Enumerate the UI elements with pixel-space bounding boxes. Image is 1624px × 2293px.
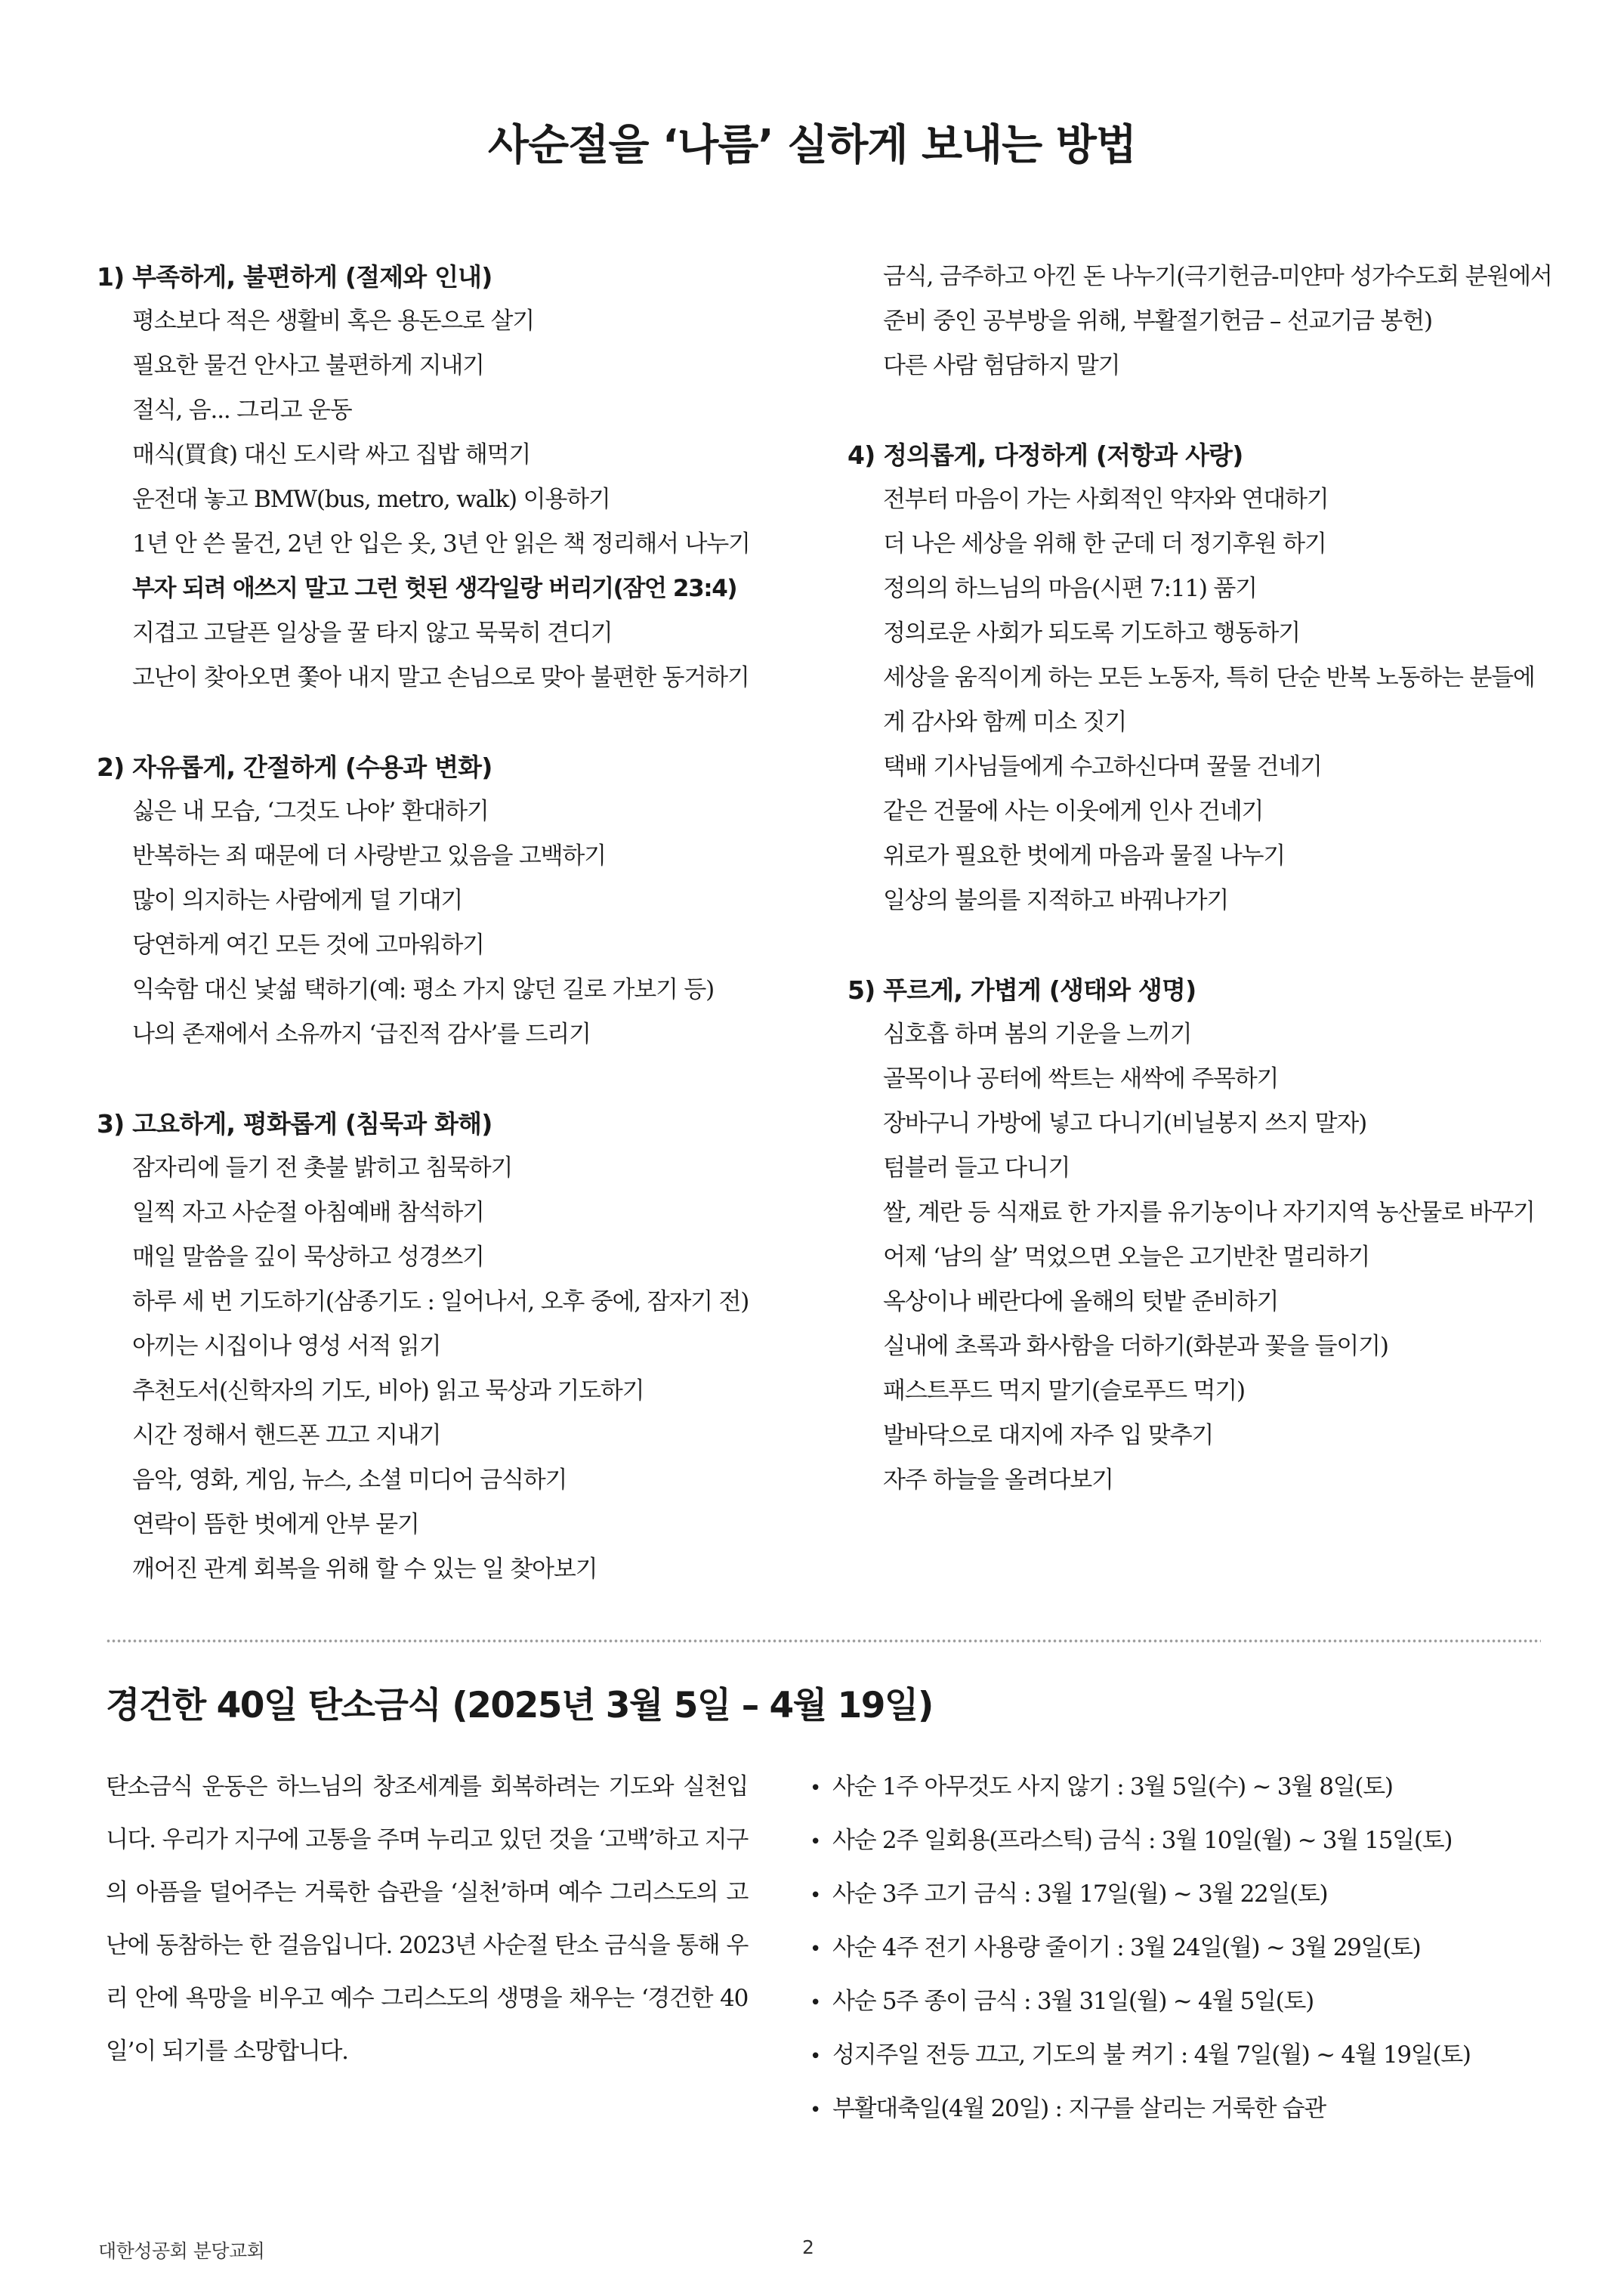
carbon-fast-schedule bbox=[810, 1760, 1471, 2136]
list-item: 필요한 물건 안사고 불편하게 지내기 bbox=[132, 352, 484, 379]
list-item: 다른 사람 험담하지 말기 bbox=[883, 352, 1120, 379]
section-heading: 5) 푸르게, 가볍게 (생태와 생명) bbox=[848, 975, 1196, 1005]
list-item: 매일 말씀을 깊이 묵상하고 성경쓰기 bbox=[132, 1244, 484, 1271]
left-column bbox=[97, 255, 860, 1592]
list-item: 고난이 찾아오면 쫓아 내지 말고 손님으로 맞아 불편한 동거하기 bbox=[132, 664, 749, 691]
bullet-icon: • bbox=[810, 2099, 821, 2121]
section-1 bbox=[97, 255, 860, 700]
section-heading: 1) 부족하게, 불편하게 (절제와 인내) bbox=[97, 262, 492, 292]
list-item: 옥상이나 베란다에 올해의 텃밭 준비하기 bbox=[883, 1288, 1279, 1315]
list-item: 지겹고 고달픈 일상을 꿀 타지 않고 묵묵히 견디기 bbox=[132, 620, 613, 647]
page-title: 사순절을 ‘나름’ 실하게 보내는 방법 bbox=[488, 121, 1136, 170]
list-item: 텀블러 들고 다니기 bbox=[883, 1154, 1070, 1182]
list-item: 1년 안 쓴 물건, 2년 안 입은 옷, 3년 안 읽은 책 정리해서 나누기 bbox=[132, 530, 750, 558]
list-item: 추천도서(신학자의 기도, 비아) 읽고 묵상과 기도하기 bbox=[132, 1377, 644, 1405]
list-item: 심호흡 하며 봄의 기운을 느끼기 bbox=[883, 1021, 1192, 1048]
list-item: 일찍 자고 사순절 아침예배 참석하기 bbox=[132, 1199, 484, 1226]
list-item: 패스트푸드 먹지 말기(슬로푸드 먹기) bbox=[883, 1377, 1245, 1405]
list-item: 같은 건물에 사는 이웃에게 인사 건네기 bbox=[883, 798, 1264, 825]
list-item: 준비 중인 공부방을 위해, 부활절기헌금 – 선교기금 봉헌) bbox=[883, 307, 1432, 335]
list-item: 잠자리에 들기 전 촛불 밝히고 침묵하기 bbox=[132, 1154, 513, 1182]
schedule-text: 부활대축일(4월 20일) : 지구를 살리는 거룩한 습관 bbox=[832, 2095, 1326, 2122]
list-item: 음악, 영화, 게임, 뉴스, 소셜 미디어 금식하기 bbox=[132, 1466, 567, 1494]
schedule-item bbox=[810, 1868, 1471, 1921]
list-item: 발바닥으로 대지에 자주 입 맞추기 bbox=[883, 1422, 1214, 1449]
list-item: 매식(買食) 대신 도시락 싸고 집밥 해먹기 bbox=[132, 441, 531, 468]
list-item: 당연하게 여긴 모든 것에 고마워하기 bbox=[132, 932, 484, 959]
list-item: 깨어진 관계 회복을 위해 할 수 있는 일 찾아보기 bbox=[132, 1556, 597, 1583]
list-item: 아끼는 시집이나 영성 서적 읽기 bbox=[132, 1333, 441, 1360]
list-item: 자주 하늘을 올려다보기 bbox=[883, 1466, 1113, 1494]
schedule-text: 성지주일 전등 끄고, 기도의 불 켜기 : 4월 7일(월) ~ 4월 19일(토) bbox=[832, 2041, 1471, 2069]
list-item: 일상의 불의를 지적하고 바꿔나가기 bbox=[883, 887, 1229, 914]
list-item: 하루 세 번 기도하기(삼종기도 : 일어나서, 오후 중에, 잠자기 전) bbox=[132, 1288, 749, 1315]
schedule-item bbox=[810, 1921, 1471, 1975]
section-heading: 3) 고요하게, 평화롭게 (침묵과 화해) bbox=[97, 1109, 492, 1139]
list-item: 실내에 초록과 화사함을 더하기(화분과 꽃을 들이기) bbox=[883, 1333, 1388, 1360]
list-item: 정의의 하느님의 마음(시편 7:11) 품기 bbox=[883, 575, 1257, 602]
bullet-icon: • bbox=[810, 1831, 821, 1853]
footer-organization: 대한성공회 분당교회 bbox=[98, 2240, 265, 2262]
section-2 bbox=[97, 745, 860, 1057]
schedule-item bbox=[810, 2029, 1471, 2082]
list-item: 쌀, 계란 등 식재료 한 가지를 유기농이나 자기지역 농산물로 바꾸기 bbox=[883, 1199, 1535, 1226]
list-item: 세상을 움직이게 하는 모든 노동자, 특히 단순 반복 노동하는 분들에 bbox=[883, 664, 1535, 691]
list-item: 운전대 놓고 BMW(bus, metro, walk) 이용하기 bbox=[132, 486, 610, 513]
carbon-fast-paragraph: 탄소금식 운동은 하느님의 창조세계를 회복하려는 기도와 실천입니다. 우리가 지구에 고통을 주며 누리고 있던 것을 ‘고백’하고 지구의 아픔을 덜어주는 거룩한 습관을 ‘실천’하며 예수 그리스도의 고난에 동참하는 한 걸음입니다. 2023년 사순절 탄소 금식을 통해 우리 안에 욕망을 비우고 예수 그리스도의 생명을 채우는 ‘경건한 40일’이 되기를 소망합니다. bbox=[106, 1773, 748, 2065]
list-item: 나의 존재에서 소유까지 ‘급진적 감사’를 드리기 bbox=[132, 1021, 591, 1048]
list-item: 어제 ‘남의 살’ 먹었으면 오늘은 고기반찬 멀리하기 bbox=[883, 1244, 1370, 1271]
schedule-text: 사순 5주 종이 금식 : 3월 31일(월) ~ 4월 5일(토) bbox=[832, 1988, 1314, 2015]
section-4 bbox=[848, 433, 1610, 923]
list-item: 절식, 음... 그리고 운동 bbox=[132, 397, 352, 424]
list-item: 평소보다 적은 생활비 혹은 용돈으로 살기 bbox=[132, 307, 534, 335]
list-item: 익숙함 대신 낯섦 택하기(예: 평소 가지 않던 길로 가보기 등) bbox=[132, 976, 715, 1003]
list-item: 골목이나 공터에 싹트는 새싹에 주목하기 bbox=[883, 1065, 1279, 1092]
list-item: 연락이 뜸한 벗에게 안부 묻기 bbox=[132, 1511, 419, 1538]
bullet-icon: • bbox=[810, 1884, 821, 1907]
list-item: 싫은 내 모습, ‘그것도 나야’ 환대하기 bbox=[132, 798, 489, 825]
schedule-text: 사순 4주 전기 사용량 줄이기 : 3월 24일(월) ~ 3월 29일(토) bbox=[832, 1934, 1421, 1961]
list-item: 택배 기사님들에게 수고하신다며 꿀물 건네기 bbox=[883, 753, 1322, 780]
list-item: 게 감사와 함께 미소 짓기 bbox=[883, 709, 1127, 736]
section-3 bbox=[97, 1102, 860, 1592]
bullet-icon: • bbox=[810, 1938, 821, 1961]
right-column bbox=[848, 255, 1610, 1503]
list-item: 정의로운 사회가 되도록 기도하고 행동하기 bbox=[883, 620, 1301, 647]
carbon-fast-title: 경건한 40일 탄소금식 (2025년 3월 5일 – 4월 19일) bbox=[106, 1685, 933, 1726]
list-item-emphasis: 부자 되려 애쓰지 말고 그런 헛된 생각일랑 버리기(잠언 23:4) bbox=[132, 575, 737, 602]
list-item: 금식, 금주하고 아낀 돈 나누기(극기헌금-미얀마 성가수도회 분원에서 bbox=[883, 263, 1552, 290]
bullet-icon: • bbox=[810, 1992, 821, 2014]
list-item: 많이 의지하는 사람에게 덜 기대기 bbox=[132, 887, 463, 914]
list-item: 시간 정해서 핸드폰 끄고 지내기 bbox=[132, 1422, 441, 1449]
list-item: 전부터 마음이 가는 사회적인 약자와 연대하기 bbox=[883, 486, 1329, 513]
list-item: 장바구니 가방에 넣고 다니기(비닐봉지 쓰지 말자) bbox=[883, 1110, 1366, 1137]
schedule-item bbox=[810, 1760, 1471, 1814]
schedule-text: 사순 1주 아무것도 사지 않기 : 3월 5일(수) ~ 3월 8일(토) bbox=[832, 1773, 1393, 1800]
schedule-text: 사순 3주 고기 금식 : 3월 17일(월) ~ 3월 22일(토) bbox=[832, 1880, 1328, 1908]
bullet-icon: • bbox=[810, 2045, 821, 2068]
bullet-icon: • bbox=[810, 1777, 821, 1800]
schedule-text: 사순 2주 일회용(프라스틱) 금식 : 3월 10일(월) ~ 3월 15일(토) bbox=[832, 1827, 1453, 1854]
list-item: 위로가 필요한 벗에게 마음과 물질 나누기 bbox=[883, 842, 1285, 870]
schedule-item bbox=[810, 1814, 1471, 1868]
list-item: 반복하는 죄 때문에 더 사랑받고 있음을 고백하기 bbox=[132, 842, 606, 870]
section-5 bbox=[848, 968, 1610, 1503]
dotted-divider bbox=[106, 1638, 1541, 1644]
list-item: 더 나은 세상을 위해 한 군데 더 정기후원 하기 bbox=[883, 530, 1326, 558]
section-heading: 4) 정의롭게, 다정하게 (저항과 사랑) bbox=[848, 440, 1243, 470]
page-number: 2 bbox=[802, 2236, 814, 2258]
schedule-item bbox=[810, 2082, 1471, 2136]
section-heading: 2) 자유롭게, 간절하게 (수용과 변화) bbox=[97, 752, 492, 782]
schedule-item bbox=[810, 1975, 1471, 2029]
